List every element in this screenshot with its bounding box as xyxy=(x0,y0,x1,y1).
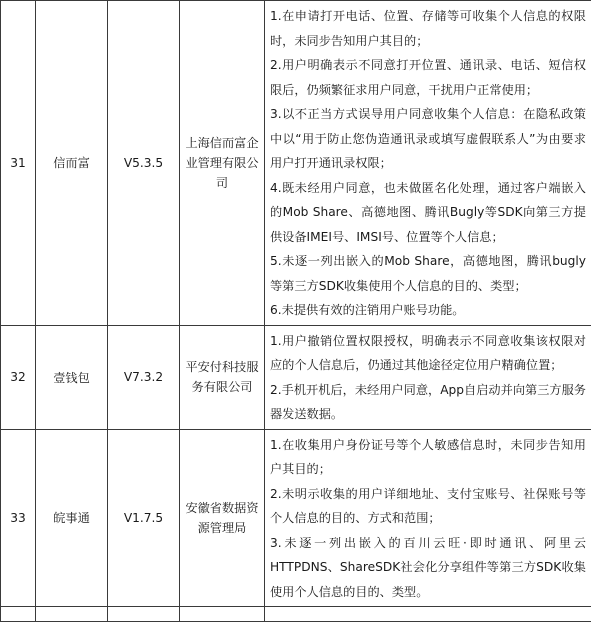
issue-item: 6.未提供有效的注销用户账号功能。 xyxy=(270,303,465,317)
app-name: 壹钱包 xyxy=(36,325,108,429)
app-version: V1.7.5 xyxy=(108,429,180,607)
app-version: V5.3.5 xyxy=(108,1,180,326)
issue-item: 3.未逐一列出嵌入的百川云旺·即时通讯、阿里云HTTPDNS、ShareSDK社会化分享组件等第三方SDK收集使用个人信息的目的、类型。 xyxy=(270,535,586,599)
row-index: 32 xyxy=(1,325,36,429)
issue-item: 4.既未经用户同意，也未做匿名化处理，通过客户端嵌入的Mob Share、高德地图、腾讯Bugly等SDK向第三方提供设备IMEI号、IMSI号、位置等个人信息； xyxy=(270,180,586,244)
table-row xyxy=(1,1,591,326)
table-row xyxy=(1,429,591,607)
table-cell-empty xyxy=(180,607,265,622)
issue-item: 3.以不正当方式误导用户同意收集个人信息：在隐私政策中以“用于防止您伪造通讯录或填写虚假联系人”为由要求用户打开通讯录权限； xyxy=(270,107,586,170)
table-cell-empty xyxy=(265,607,591,622)
issue-item: 1.在申请打开电话、位置、存储等可收集个人信息的权限时，未同步告知用户其目的； xyxy=(270,9,586,48)
issue-item: 1.用户撤销位置权限授权，明确表示不同意收集该权限对应的个人信息后，仍通过其他途径定位用户精确位置； xyxy=(270,333,586,372)
company-name: 安徽省数据资源管理局 xyxy=(180,429,265,607)
issue-item: 5.未逐一列出嵌入的Mob Share，高德地图，腾讯bugly等第三方SDK收集使用个人信息的目的、类型； xyxy=(270,254,586,293)
table-row xyxy=(1,325,591,429)
table-row-partial xyxy=(1,607,591,622)
company-name: 平安付科技服务有限公司 xyxy=(180,325,265,429)
table-cell-empty xyxy=(108,607,180,622)
issues-cell xyxy=(265,429,591,607)
app-name: 信而富 xyxy=(36,1,108,326)
row-index: 33 xyxy=(1,429,36,607)
issues-cell xyxy=(265,1,591,326)
row-index: 31 xyxy=(1,1,36,326)
table-cell-empty xyxy=(36,607,108,622)
issues-cell xyxy=(265,325,591,429)
issue-item: 2.未明示收集的用户详细地址、支付宝账号、社保账号等个人信息的目的、方式和范围； xyxy=(270,486,586,525)
app-name: 皖事通 xyxy=(36,429,108,607)
issue-item: 2.手机开机后，未经用户同意，App自启动并向第三方服务器发送数据。 xyxy=(270,382,586,421)
issue-item: 2.用户明确表示不同意打开位置、通讯录、电话、短信权限后，仍频繁征求用户同意，干扰用户正常使用； xyxy=(270,58,586,97)
issue-item: 1.在收集用户身份证号等个人敏感信息时，未同步告知用户其目的； xyxy=(270,437,586,476)
company-name: 上海信而富企业管理有限公司 xyxy=(180,1,265,326)
table-cell-empty xyxy=(1,607,36,622)
app-version: V7.3.2 xyxy=(108,325,180,429)
